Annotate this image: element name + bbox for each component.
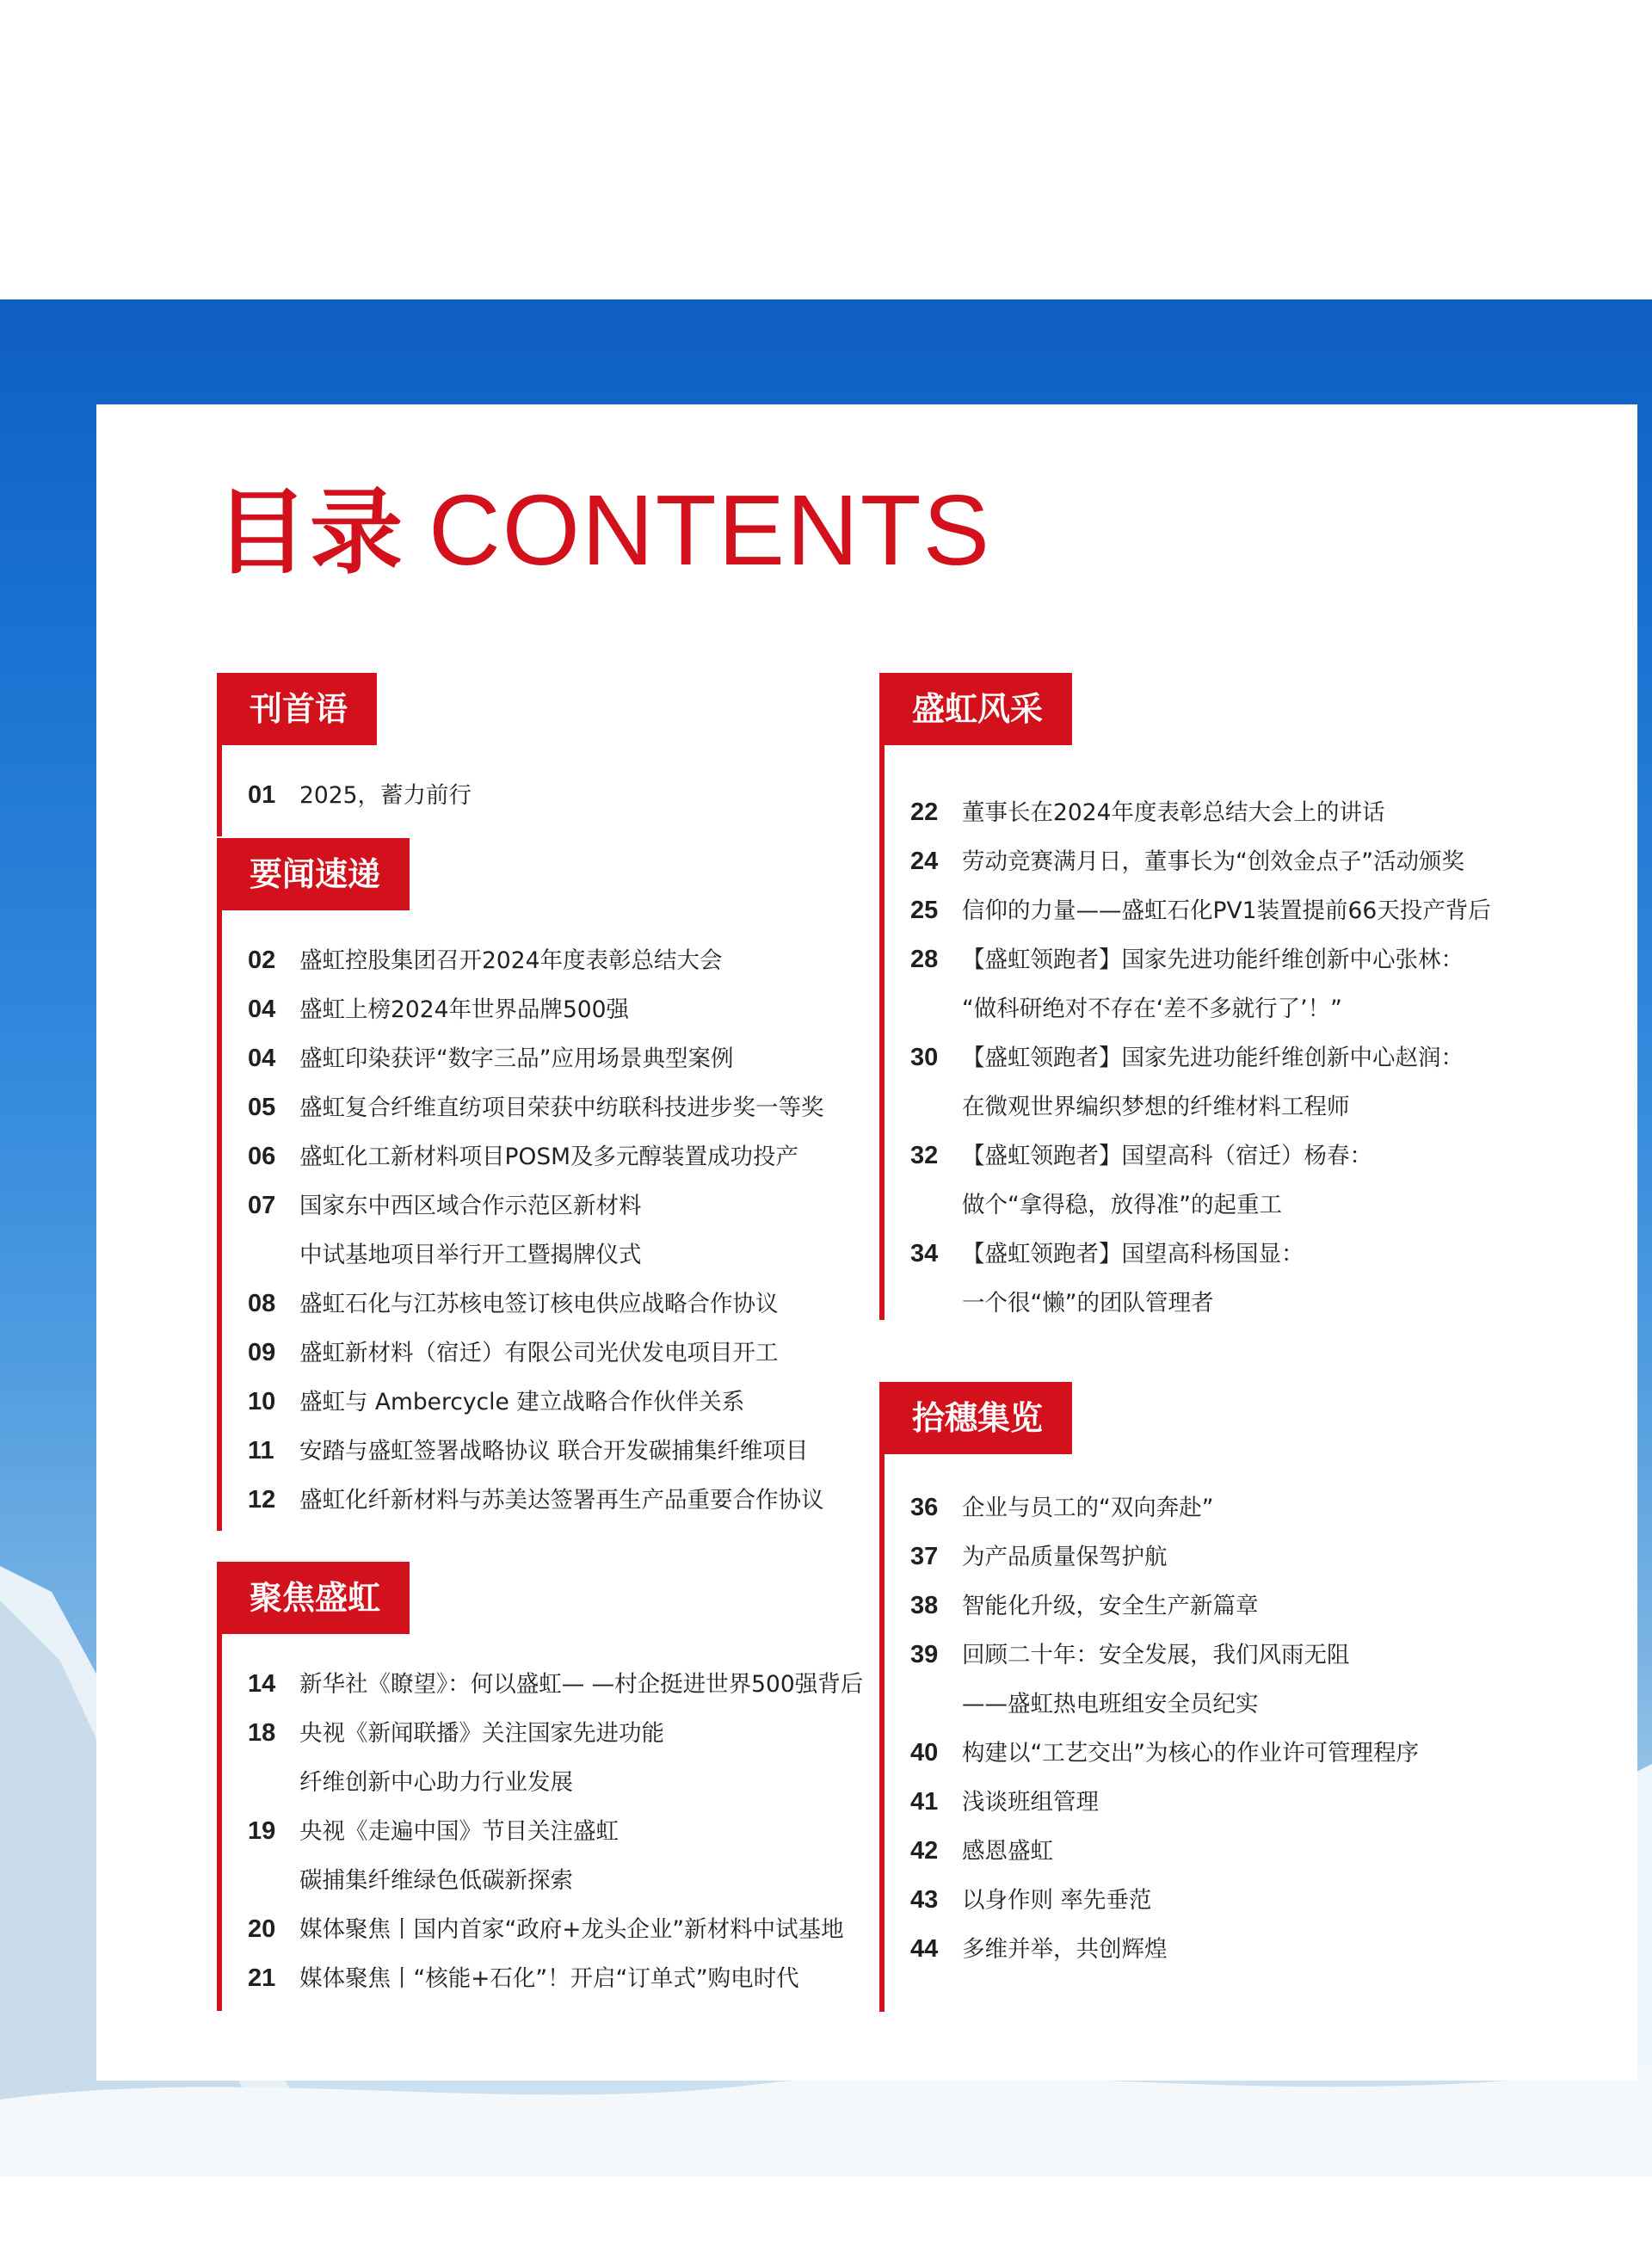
toc-entry[interactable] xyxy=(248,985,824,1034)
toc-entry[interactable] xyxy=(910,1230,1491,1328)
page-number: 40 xyxy=(910,1739,939,1767)
page-number: 18 xyxy=(248,1719,276,1747)
toc-entry[interactable] xyxy=(248,1181,824,1280)
toc-entry[interactable] xyxy=(248,936,824,985)
entry-title: 盛虹复合纤维直纺项目荣获中纺联科技进步奖一等奖 xyxy=(299,1095,824,1121)
section-entries xyxy=(910,788,1491,1328)
entry-title: 【盛虹领跑者】国望高科（宿迁）杨春： xyxy=(962,1143,1372,1169)
entry-title: 董事长在2024年度表彰总结大会上的讲话 xyxy=(962,799,1385,826)
toc-entry[interactable] xyxy=(248,1905,863,1954)
entry-title: 媒体聚焦丨“核能+石化”！开启“订单式”购电时代 xyxy=(299,1965,799,1992)
toc-entry[interactable] xyxy=(910,1925,1419,1974)
section-style xyxy=(879,673,1585,1318)
toc-entry[interactable] xyxy=(248,1427,824,1476)
page-number: 30 xyxy=(910,1044,939,1071)
page-number: 07 xyxy=(248,1192,276,1219)
toc-entry[interactable] xyxy=(910,1532,1419,1582)
page-number: 05 xyxy=(248,1094,276,1121)
entry-title: 盛虹上榜2024年世界品牌500强 xyxy=(299,996,630,1023)
toc-entry[interactable] xyxy=(248,1709,863,1807)
section-header: 刊首语 xyxy=(217,673,377,745)
section-header: 盛虹风采 xyxy=(879,673,1072,745)
section-rule xyxy=(879,673,885,1320)
page-number: 24 xyxy=(910,848,939,875)
entry-title: 【盛虹领跑者】国望高科杨国显： xyxy=(962,1241,1304,1267)
toc-entry[interactable] xyxy=(248,1660,863,1709)
entry-title: 媒体聚焦丨国内首家“政府+龙头企业”新材料中试基地 xyxy=(299,1916,844,1943)
toc-entry[interactable] xyxy=(910,1582,1419,1631)
entry-title: 多维并举，共创辉煌 xyxy=(962,1936,1168,1963)
entry-title-continued: 一个很“懒”的团队管理者 xyxy=(962,1290,1214,1317)
page-number: 06 xyxy=(248,1143,276,1170)
entry-title: 【盛虹领跑者】国家先进功能纤维创新中心赵润： xyxy=(962,1045,1464,1071)
entry-title-continued: ——盛虹热电班组安全员纪实 xyxy=(962,1691,1259,1717)
page-number: 01 xyxy=(248,781,276,809)
entry-title: 盛虹印染获评“数字三品”应用场景典型案例 xyxy=(299,1045,734,1072)
entry-title: 以身作则 率先垂范 xyxy=(962,1887,1152,1914)
toc-entry[interactable] xyxy=(910,788,1491,837)
page-number: 22 xyxy=(910,799,939,826)
toc-entry[interactable] xyxy=(248,1476,824,1525)
page-title xyxy=(215,458,992,587)
toc-entry[interactable] xyxy=(910,1033,1491,1132)
section-rule xyxy=(217,838,222,1531)
section-entries xyxy=(248,1660,863,2003)
page-number: 36 xyxy=(910,1494,939,1521)
toc-entry[interactable] xyxy=(248,1329,824,1378)
toc-entry[interactable] xyxy=(248,1280,824,1329)
entry-title: 盛虹控股集团召开2024年度表彰总结大会 xyxy=(299,947,723,974)
toc-entry[interactable] xyxy=(910,1827,1419,1876)
section-rule xyxy=(879,1382,885,2012)
entry-title: 信仰的力量——盛虹石化PV1装置提前66天投产背后 xyxy=(962,897,1491,924)
toc-entry[interactable] xyxy=(910,1729,1419,1778)
toc-entry[interactable] xyxy=(248,1807,863,1905)
section-header: 拾穗集览 xyxy=(879,1382,1072,1454)
page-number: 02 xyxy=(248,947,276,974)
entry-title-continued: “做科研绝对不存在‘差不多就行了’！” xyxy=(962,996,1342,1022)
page-number: 10 xyxy=(248,1388,276,1415)
page-number: 42 xyxy=(910,1837,939,1865)
section-header: 要闻速递 xyxy=(217,838,410,910)
entry-title: 智能化升级，安全生产新篇章 xyxy=(962,1593,1259,1619)
page-number: 28 xyxy=(910,946,939,973)
page-number: 43 xyxy=(910,1886,939,1914)
section-entries xyxy=(248,936,824,1525)
entry-title-continued: 碳捕集纤维绿色低碳新探索 xyxy=(299,1867,573,1894)
entry-title-continued: 中试基地项目举行开工暨揭牌仪式 xyxy=(299,1242,642,1268)
toc-entry[interactable] xyxy=(910,1631,1419,1729)
entry-title: 盛虹化工新材料项目POSM及多元醇装置成功投产 xyxy=(299,1144,799,1170)
page-number: 37 xyxy=(910,1543,939,1570)
page-number: 09 xyxy=(248,1339,276,1366)
toc-entry[interactable] xyxy=(910,1132,1491,1230)
toc-entry[interactable] xyxy=(248,1083,824,1132)
entry-title: 央视《新闻联播》关注国家先进功能 xyxy=(299,1720,664,1747)
entry-title: 2025，蓄力前行 xyxy=(299,782,472,809)
entry-title: 为产品质量保驾护航 xyxy=(962,1544,1168,1570)
page-number: 25 xyxy=(910,897,939,924)
page-number: 19 xyxy=(248,1817,276,1845)
section-harvest xyxy=(879,1382,1585,2014)
entry-title: 安踏与盛虹签署战略协议 联合开发碳捕集纤维项目 xyxy=(299,1438,809,1465)
entry-title-continued: 做个“拿得稳，放得准”的起重工 xyxy=(962,1192,1282,1218)
entry-title: 构建以“工艺交出”为核心的作业许可管理程序 xyxy=(962,1740,1419,1767)
toc-entry[interactable] xyxy=(910,1483,1419,1532)
page-number: 41 xyxy=(910,1788,939,1816)
page-number: 39 xyxy=(910,1641,939,1668)
toc-entry[interactable] xyxy=(910,935,1491,1033)
entry-title: 盛虹与 Ambercycle 建立战略合作伙伴关系 xyxy=(299,1389,745,1415)
entry-title: 新华社《瞭望》：何以盛虹— —村企挺进世界500强背后 xyxy=(299,1671,864,1698)
entry-title: 国家东中西区域合作示范区新材料 xyxy=(299,1193,642,1219)
section-foreword xyxy=(217,673,905,836)
entry-title: 【盛虹领跑者】国家先进功能纤维创新中心张林： xyxy=(962,947,1464,973)
entry-title: 盛虹石化与江苏核电签订核电供应战略合作协议 xyxy=(299,1291,779,1317)
entry-title: 企业与员工的“双向奔赴” xyxy=(962,1495,1214,1521)
entry-title: 感恩盛虹 xyxy=(962,1838,1053,1865)
entry-title: 浅谈班组管理 xyxy=(962,1789,1099,1816)
toc-entry[interactable] xyxy=(910,837,1491,886)
page-number: 04 xyxy=(248,1045,276,1072)
title-english: CONTENTS xyxy=(428,474,992,586)
entry-title: 劳动竞赛满月日，董事长为“创效金点子”活动颁奖 xyxy=(962,848,1464,875)
title-chinese: 目录 xyxy=(215,479,405,587)
entry-title: 盛虹新材料（宿迁）有限公司光伏发电项目开工 xyxy=(299,1340,779,1366)
toc-entry[interactable] xyxy=(910,1778,1419,1827)
page-number: 11 xyxy=(248,1437,274,1465)
section-entries xyxy=(248,771,472,820)
section-header: 聚焦盛虹 xyxy=(217,1562,410,1634)
toc-entry[interactable] xyxy=(910,1876,1419,1925)
toc-entry[interactable] xyxy=(248,771,472,820)
page-number: 14 xyxy=(248,1670,276,1698)
page-number: 32 xyxy=(910,1142,939,1169)
toc-entry[interactable] xyxy=(248,1132,824,1181)
section-news xyxy=(217,838,905,1535)
entry-title: 盛虹化纤新材料与苏美达签署再生产品重要合作协议 xyxy=(299,1487,824,1514)
entry-title-continued: 纤维创新中心助力行业发展 xyxy=(299,1769,573,1796)
page-number: 08 xyxy=(248,1290,276,1317)
entry-title: 央视《走遍中国》节目关注盛虹 xyxy=(299,1818,619,1845)
page-number: 04 xyxy=(248,996,276,1023)
page-number: 34 xyxy=(910,1240,939,1267)
toc-entry[interactable] xyxy=(248,1378,824,1427)
page-number: 38 xyxy=(910,1592,939,1619)
entry-title: 回顾二十年：安全发展，我们风雨无阻 xyxy=(962,1642,1350,1668)
toc-entry[interactable] xyxy=(248,1954,863,2003)
section-entries xyxy=(910,1483,1419,1974)
entry-title-continued: 在微观世界编织梦想的纤维材料工程师 xyxy=(962,1094,1350,1120)
page-number: 20 xyxy=(248,1915,276,1943)
page-number: 21 xyxy=(248,1964,276,1992)
page-number: 44 xyxy=(910,1935,939,1963)
toc-entry[interactable] xyxy=(910,886,1491,935)
page-number: 12 xyxy=(248,1486,276,1514)
section-focus xyxy=(217,1562,905,2009)
toc-entry[interactable] xyxy=(248,1034,824,1083)
